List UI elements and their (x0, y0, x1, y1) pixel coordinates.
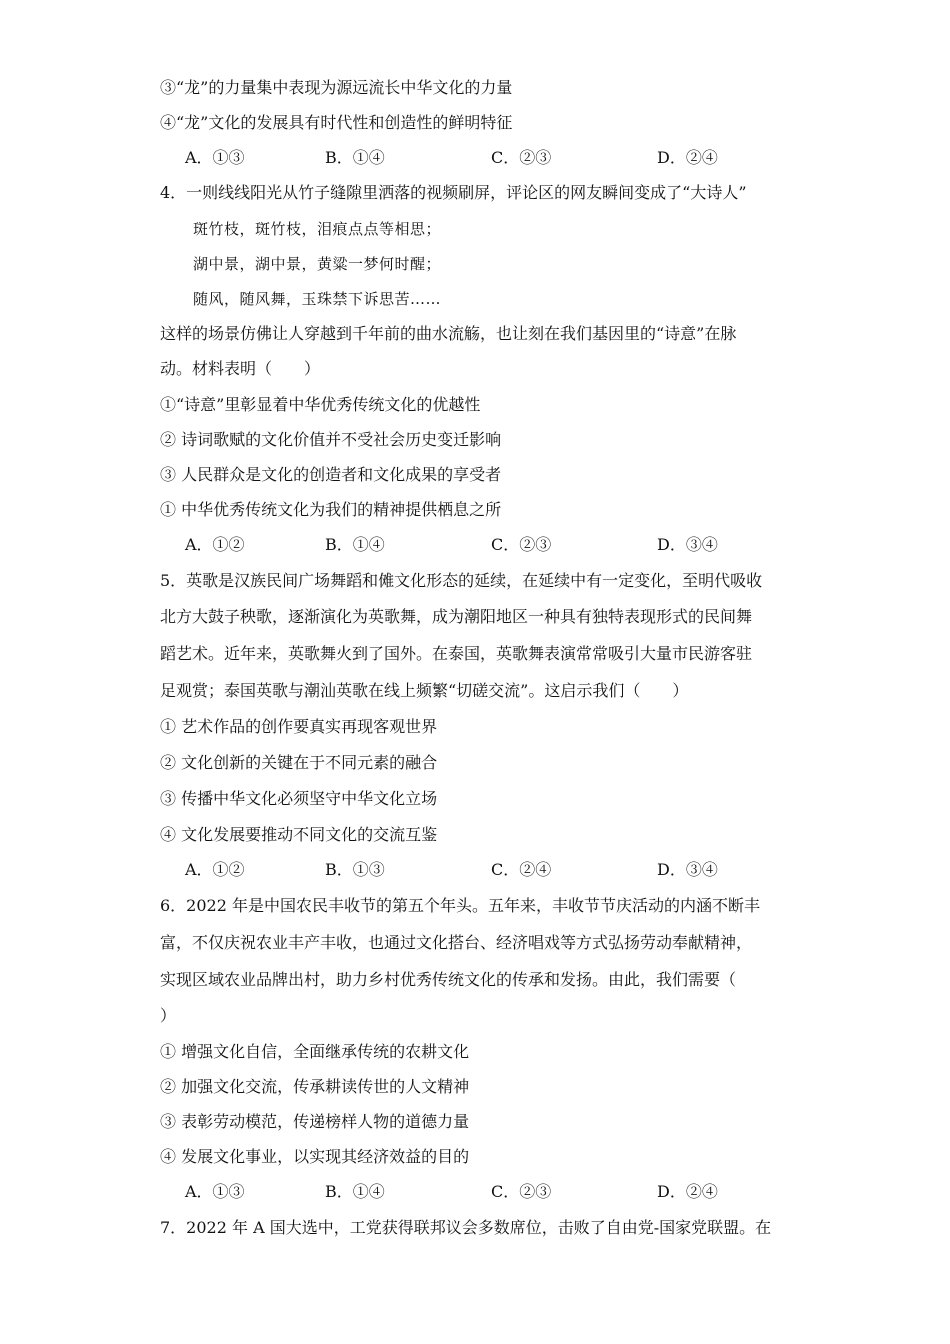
q5-statement-3: ③ 传播中华文化必须坚守中华文化立场 (160, 789, 438, 808)
q6-option-d[interactable]: D．②④ (657, 1182, 718, 1201)
q4-statement-3: ③ 人民群众是文化的创造者和文化成果的享受者 (160, 465, 502, 484)
q6-statement-1: ① 增强文化自信，全面继承传统的农耕文化 (160, 1042, 470, 1061)
q5-option-a[interactable]: A．①② (185, 860, 245, 879)
q3-option-b[interactable]: B．①④ (325, 148, 385, 167)
q5-stem-line-3: 蹈艺术。近年来，英歌舞火到了国外。在泰国，英歌舞表演常常吸引大量市民游客驻 (160, 644, 753, 663)
q5-statement-4: ④ 文化发展要推动不同文化的交流互鉴 (160, 825, 438, 844)
q5-option-b[interactable]: B．①③ (325, 860, 385, 879)
q5-option-c[interactable]: C．②④ (491, 860, 552, 879)
q6-stem-line-1: 6．2022 年是中国农民丰收节的第五个年头。五年来，丰收节节庆活动的内涵不断丰 (160, 896, 760, 915)
q4-poem-line-1: 斑竹枝，斑竹枝，泪痕点点等相思； (193, 220, 442, 238)
q4-option-a[interactable]: A．①② (185, 535, 245, 554)
q6-statement-4: ④ 发展文化事业，以实现其经济效益的目的 (160, 1147, 470, 1166)
q5-statement-1: ① 艺术作品的创作要真实再现客观世界 (160, 717, 438, 736)
q6-statement-2: ② 加强文化交流，传承耕读传世的人文精神 (160, 1077, 470, 1096)
q4-option-c[interactable]: C．②③ (491, 535, 552, 554)
q4-statement-4: ① 中华优秀传统文化为我们的精神提供栖息之所 (160, 500, 502, 519)
q6-option-a[interactable]: A．①③ (185, 1182, 245, 1201)
q3-option-d[interactable]: D．②④ (657, 148, 718, 167)
q6-stem-line-2: 富，不仅庆祝农业丰产丰收，也通过文化搭台、经济唱戏等方式弘扬劳动奉献精神， (160, 933, 753, 952)
q5-statement-2: ② 文化创新的关键在于不同元素的融合 (160, 753, 438, 772)
q4-poem-line-2: 湖中景，湖中景，黄粱一梦何时醒； (193, 255, 442, 273)
q5-stem-line-2: 北方大鼓子秧歌，逐渐演化为英歌舞，成为潮阳地区一种具有独特表现形式的民间舞 (160, 607, 753, 626)
q3-option-c[interactable]: C．②③ (491, 148, 552, 167)
q4-statement-1: ①“诗意”里彰显着中华优秀传统文化的优越性 (160, 395, 481, 414)
q6-option-c[interactable]: C．②③ (491, 1182, 552, 1201)
q6-stem-line-4: ） (160, 1006, 177, 1025)
q5-option-d[interactable]: D．③④ (657, 860, 718, 879)
q6-stem-line-3: 实现区域农业品牌出村，助力乡村优秀传统文化的传承和发扬。由此，我们需要（ (160, 970, 737, 989)
q4-stem: 4．一则线线阳光从竹子缝隙里洒落的视频刷屏，评论区的网友瞬间变成了“大诗人” (160, 183, 747, 202)
q7-stem-line-1: 7．2022 年 A 国大选中，工党获得联邦议会多数席位，击败了自由党-国家党联盟。在 (160, 1218, 772, 1237)
q4-stem-continued-2: 动。材料表明（ ） (160, 359, 321, 378)
q3-statement-4: ④“龙”文化的发展具有时代性和创造性的鲜明特征 (160, 113, 513, 132)
q6-statement-3: ③ 表彰劳动模范，传递榜样人物的道德力量 (160, 1112, 470, 1131)
q4-statement-2: ② 诗词歌赋的文化价值并不受社会历史变迁影响 (160, 430, 502, 449)
q6-option-b[interactable]: B．①④ (325, 1182, 385, 1201)
q4-stem-continued-1: 这样的场景仿佛让人穿越到千年前的曲水流觞，也让刻在我们基因里的“诗意”在脉 (160, 324, 737, 343)
q5-stem-line-1: 5．英歌是汉族民间广场舞蹈和傩文化形态的延续，在延续中有一定变化，至明代吸收 (160, 571, 763, 590)
q4-poem-line-3: 随风，随风舞，玉珠禁下诉思苦…… (193, 290, 442, 308)
q3-option-a[interactable]: A．①③ (185, 148, 245, 167)
q4-option-d[interactable]: D．③④ (657, 535, 718, 554)
q3-statement-3: ③“龙”的力量集中表现为源远流长中华文化的力量 (160, 78, 513, 97)
q4-option-b[interactable]: B．①④ (325, 535, 385, 554)
q5-stem-line-4: 足观赏；泰国英歌与潮汕英歌在线上频繁“切磋交流”。这启示我们（ ） (160, 681, 689, 700)
